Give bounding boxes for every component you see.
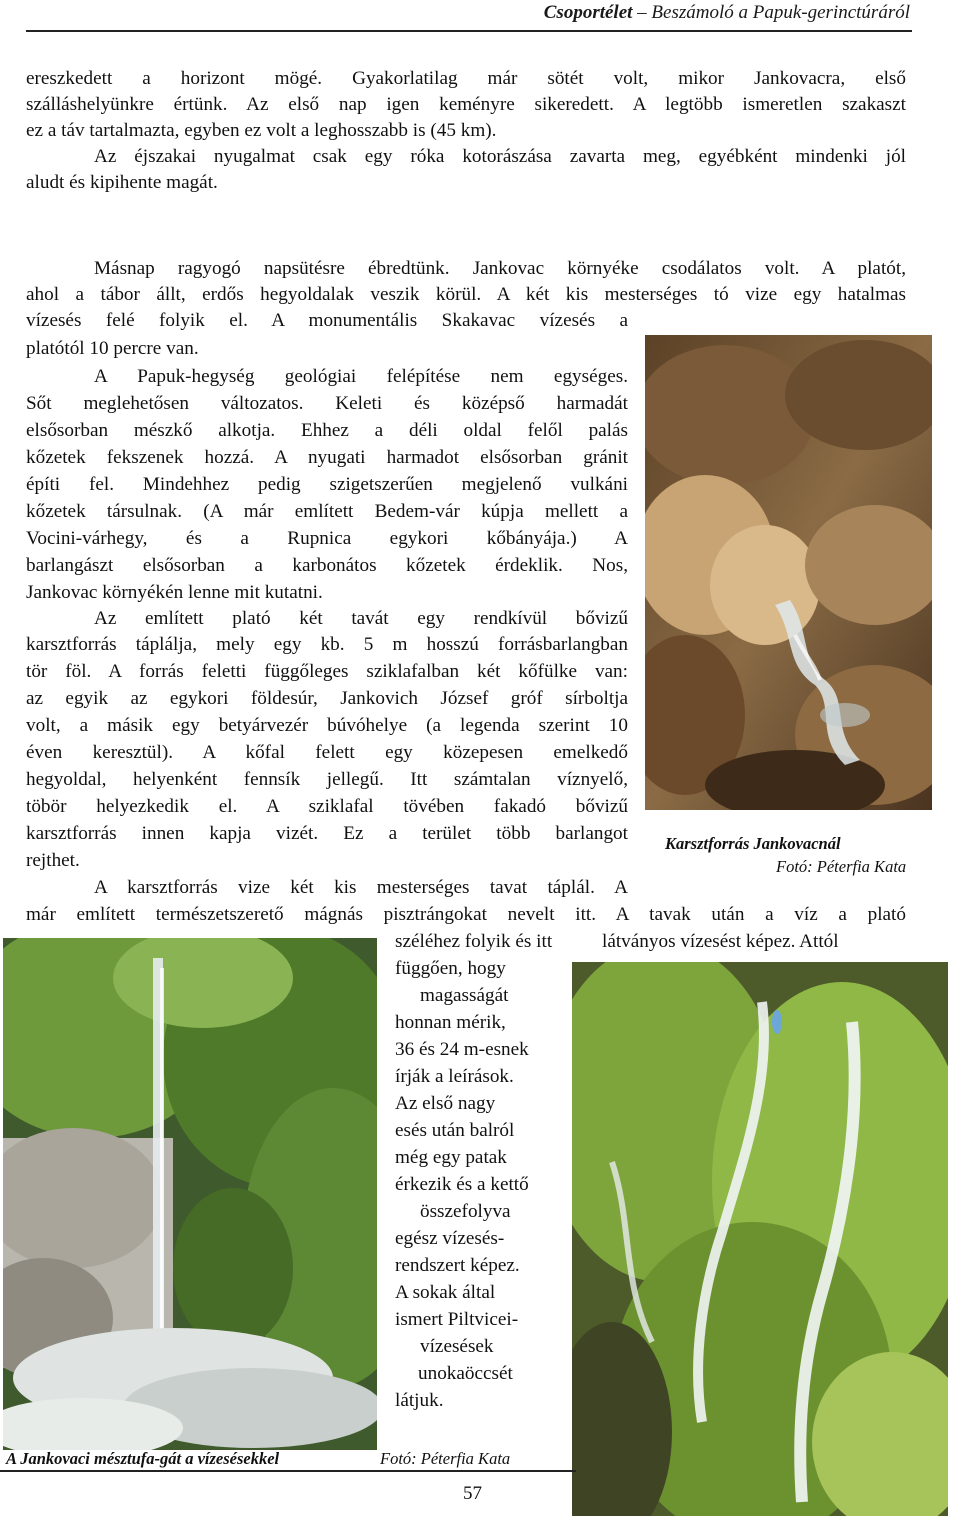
text-line: karsztforrás innen kapja vizét. Ez a terület több barlangot — [26, 823, 628, 844]
text-line: már említett természetszerető mágnás pisztrángokat nevelt itt. A tavak után a víz a plató — [26, 904, 906, 925]
text-line: magasságát — [420, 985, 509, 1006]
text-line: összefolyva — [420, 1201, 511, 1222]
text-line: karsztforrás táplálja, mely egy kb. 5 m hosszú forrásbarlangban — [26, 634, 628, 655]
text-line: látjuk. — [395, 1390, 444, 1411]
text-line: Vocini-várhegy, és a Rupnica egykori kőbányája.) A — [26, 528, 628, 549]
text-line: még egy patak — [395, 1147, 507, 1168]
text-line: rendszert képez. — [395, 1255, 520, 1276]
text-line: esés után balról — [395, 1120, 515, 1141]
falls-photo-caption: A Jankovaci mésztufa-gát a vízesésekkel — [6, 1449, 280, 1468]
text-line: A Papuk-hegység geológiai felépítése nem egységes. — [94, 366, 628, 387]
text-line: vízesés felé folyik el. A monumentális Skakavac vízesés a — [26, 310, 628, 331]
text-line: Az említett plató két tavát egy rendkívül bővizű — [94, 608, 628, 629]
text-line: unokaöccsét — [418, 1363, 513, 1384]
text-line: Jankovac környékén lenne mit kutatni. — [26, 582, 323, 603]
text-line: aludt és kipihente magát. — [26, 172, 218, 193]
header-title: Beszámoló a Papuk-gerinctúráról — [651, 2, 910, 23]
header-separator: – — [632, 2, 652, 23]
text-line: volt, a másik egy betyárvezér búvóhelye (a legenda szerint 10 — [26, 715, 628, 736]
text-line: tör föl. A forrás feletti függőleges sziklafalban két kőfülke van: — [26, 661, 628, 682]
running-header — [544, 2, 910, 24]
caption-rule — [0, 1470, 576, 1472]
text-line: Az éjszakai nyugalmat csak egy róka kotorászása zavarta meg, egyébként mindenki jól — [94, 146, 906, 167]
text-line: az egyik az egykori földesúr, Jankovich József gróf sírboltja — [26, 688, 628, 709]
text-line: Az első nagy — [395, 1093, 496, 1114]
text-line: rejthet. — [26, 850, 80, 871]
text-line: szálláshelyünkre értünk. Az első nap igen keményre sikeredett. A legtöbb ismeretlen szakaszt — [26, 94, 906, 115]
text-line: kőzetek társulnak. (A már említett Bedem-vár kúpja mellett a — [26, 501, 628, 522]
text-line: ahol a tábor állt, erdős hegyoldalak veszik körül. A két kis mesterséges tó vize egy hatalmas — [26, 284, 906, 305]
cave-photo-credit: Fotó: Péterfia Kata — [776, 857, 907, 876]
cascade-waterfall-photo — [572, 962, 948, 1516]
text-line: ez a táv tartalmazta, egyben ez volt a leghosszabb is (45 km). — [26, 120, 497, 141]
text-line: A sokak által — [395, 1282, 496, 1303]
text-line: írják a leírások. — [395, 1066, 514, 1087]
text-line: 36 és 24 m-esnek — [395, 1039, 529, 1060]
text-line: Másnap ragyogó napsütésre ébredtünk. Jankovac környéke csodálatos volt. A platót, — [94, 258, 906, 279]
text-line: A karsztforrás vize két kis mesterséges tavat táplál. A — [94, 877, 628, 898]
karst-spring-photo — [645, 335, 932, 810]
header-section: Csoportélet — [543, 2, 633, 23]
text-line: platótól 10 percre van. — [26, 338, 199, 359]
text-line: töbör helyezkedik el. A sziklafal tövében fakadó bővizű — [26, 796, 628, 817]
text-line: széléhez folyik és itt — [395, 931, 553, 952]
text-line: függően, hogy — [395, 958, 506, 979]
text-line: hegyoldal, helyenként fennsík jellegű. Itt számtalan víznyelő, — [26, 769, 628, 790]
text-line: honnan mérik, — [395, 1012, 506, 1033]
page-number: 57 — [463, 1483, 482, 1504]
text-line: érkezik és a kettő — [395, 1174, 529, 1195]
falls-photo-credit: Fotó: Péterfia Kata — [380, 1449, 511, 1468]
text-line: ereszkedett a horizont mögé. Gyakorlatilag már sötét volt, mikor Jankovacra, első — [26, 68, 906, 89]
tufa-dam-waterfall-photo — [3, 938, 377, 1450]
text-line: barlangászt elsősorban a karbonátos kőzetek érdeklik. Nos, — [26, 555, 628, 576]
text-line: Sőt meglehetősen változatos. Keleti és középső harmadát — [26, 393, 628, 414]
header-rule — [26, 30, 912, 32]
cave-photo-caption: Karsztforrás Jankovacnál — [665, 834, 841, 853]
text-line: éven keresztül). A kőfal felett egy közepesen emelkedő — [26, 742, 628, 763]
text-line: kőzetek fekszenek hozzá. A nyugati harmadot elsősorban gránit — [26, 447, 628, 468]
text-line: vízesések — [420, 1336, 494, 1357]
text-line: ismert Piltvicei- — [395, 1309, 519, 1330]
text-line: egész vízesés- — [395, 1228, 505, 1249]
text-line: építi fel. Mindehhez pedig szigetszerűen megjelenő vulkáni — [26, 474, 628, 495]
text-line: látványos vízesést képez. Attól — [602, 931, 839, 952]
text-line: elsősorban mészkő alkotja. Ehhez a déli oldal felől palás — [26, 420, 628, 441]
